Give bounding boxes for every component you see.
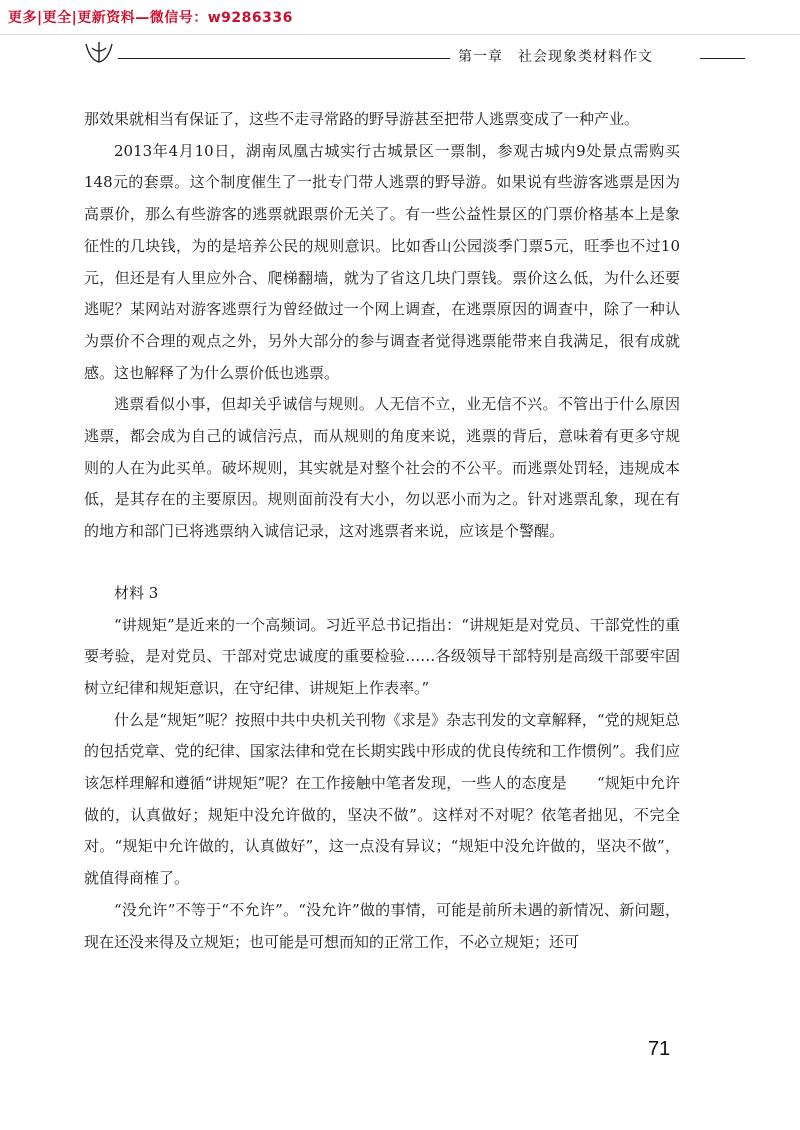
material-heading: 材料 3 xyxy=(114,583,159,602)
paragraph: “没允许”不等于“不允许”。“没允许”做的事情，可能是前所未遇的新情况、新问题，现在还没来得及立规矩；也可能是可想而知的正常工作，不必立规矩；还可 xyxy=(84,900,680,951)
header-rule-right xyxy=(700,58,745,59)
top-banner xyxy=(0,0,800,35)
chapter-title: 第一章 社会现象类材料作文 xyxy=(458,49,653,65)
running-header xyxy=(0,38,800,70)
ornament-icon xyxy=(82,38,116,68)
banner-text: 更多|更全|更新资料—微信号：w9286336 xyxy=(8,10,293,26)
paragraph: “讲规矩”是近来的一个高频词。习近平总书记指出：“讲规矩是对党员、干部党性的重要考验，是对党员、干部对党忠诚度的重要检验……各级领导干部特别是高级干部要牢固树立纪律和规矩意识，在守纪律、讲规矩上作表率。” xyxy=(84,615,680,697)
paragraph: 什么是“规矩”呢？按照中共中央机关刊物《求是》杂志刊发的文章解释，“党的规矩总的包括党章、党的纪律、国家法律和党在长期实践中形成的优良传统和工作惯例”。我们应该怎样理解和遵循“讲规矩”呢？在工作接触中笔者发现，一些人的态度是 “规矩中允许做的，认真做好；规矩中没允许做的，坚决不做”。这样对不对呢？依笔者拙见，不完全对。“规矩中允许做的，认真做好”，这一点没有异议；“规矩中没允许做的，坚决不做”，就值得商榷了。 xyxy=(84,710,680,888)
header-rule-left xyxy=(118,58,450,59)
paragraph: 逃票看似小事，但却关乎诚信与规则。人无信不立，业无信不兴。不管出于什么原因逃票，都会成为自己的诚信污点，而从规则的角度来说，逃票的背后，意味着有更多守规则的人在为此买单。破坏规则，其实就是对整个社会的不公平。而逃票处罚轻，违规成本低，是其存在的主要原因。规则面前没有大小，勿以恶小而为之。针对逃票乱象，现在有的地方和部门已将逃票纳入诚信记录，这对逃票者来说，应该是个警醒。 xyxy=(84,395,680,541)
body-text xyxy=(84,104,680,958)
paragraph: 2013年4月10日，湖南凤凰古城实行古城景区一票制，参观古城内9处景点需购买148元的套票。这个制度催生了一批专门带人逃票的野导游。如果说有些游客逃票是因为高票价，那么有些游客的逃票就跟票价无关了。有一些公益性景区的门票价格基本上是象征性的几块钱，为的是培养公民的规则意识。比如香山公园淡季门票5元，旺季也不过10元，但还是有人里应外合、爬梯翻墙，就为了省这几块门票钱。票价这么低，为什么还要逃呢？某网站对游客逃票行为曾经做过一个网上调查，在逃票原因的调查中，除了一种认为票价不合理的观点之外，另外大部分的参与调查者觉得逃票能带来自我满足，很有成就感。这也解释了为什么票价低也逃票。 xyxy=(84,141,680,382)
page-number: 71 xyxy=(648,1038,671,1060)
paragraph-continuation: 那效果就相当有保证了，这些不走寻常路的野导游甚至把带人逃票变成了一种产业。 xyxy=(84,110,640,128)
